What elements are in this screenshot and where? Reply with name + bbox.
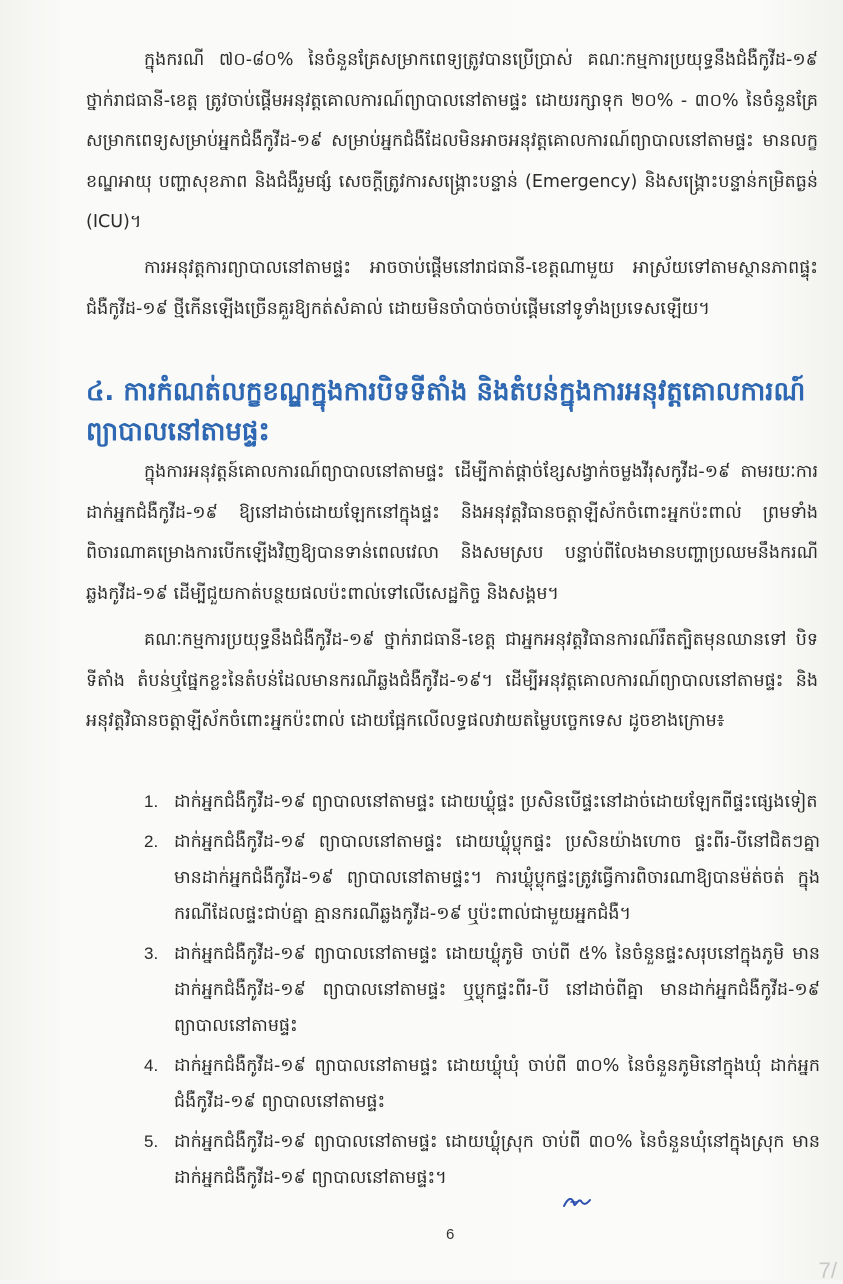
list-number: 3. [144,944,159,963]
list-item-text: ដាក់អ្នកជំងឺកូវីដ-១៩ ព្យាបាលនៅតាមផ្ទះ ដោយឃ្លុំស្រុក ចាប់ពី ៣០% នៃចំនួនឃុំនៅក្នុងស្រុក មានដាក់អ្នកជំងឺកូវីដ-១៩ ព្យាបាលនៅតាមផ្ទះ។ [174,1132,820,1188]
paragraph-implementation-scope: ការអនុវត្តការព្យាបាលនៅតាមផ្ទះ អាចចាប់ផ្តើមនៅរាជធានី-ខេត្តណាមួយ អាស្រ័យទៅតាមស្ថានភាពផ្ទុះជំងឺកូវីដ-១៩ ថ្មីកើនឡើងច្រើនគួរឱ្យកត់សំគាល់ ដោយមិនចាំបាច់ចាប់ផ្តើមនៅទូទាំងប្រទេសឡើយ។ [86,258,818,319]
list-number: 1. [144,792,159,811]
section-number: ៤. [86,377,115,407]
paragraph-committee-measures: គណៈកម្មការប្រយុទ្ធនឹងជំងឺកូវីដ-១៩ ថ្នាក់រាជធានី-ខេត្ត ជាអ្នកអនុវត្តវិធានការណ៍រឹតត្បិតមុនឈានទៅ បិទទីតាំង តំបន់ឬផ្នែកខ្លះនៃតំបន់ដែលមានករណីឆ្លងជំងឺកូវីដ-១៩។ ដើម្បីអនុវត្តគោលការណ៍ព្យាបាលនៅតាមផ្ទះ និងអនុវត្តវិធានចត្តាឡីស័កចំពោះអ្នកប៉ះពាល់ ដោយផ្អែកលើលទ្ធផលវាយតម្លៃបច្ចេកទេស ដូចខាងក្រោម៖ [86,630,818,731]
list-number: 2. [144,832,159,851]
list-item [144,824,820,932]
list-item [144,936,820,1044]
page-number: 6 [446,1226,455,1243]
list-item [144,1048,820,1120]
paragraph-home-treatment-purpose: ក្នុងការអនុវត្តន៍គោលការណ៍ព្យាបាលនៅតាមផ្ទះ ដើម្បីកាត់ផ្តាច់ខ្សែសង្វាក់ចម្លងវីរុសកូវីដ-១៩ តាមរយៈការដាក់អ្នកជំងឺកូវីដ-១៩ ឱ្យនៅដាច់ដោយឡែកនៅក្នុងផ្ទះ និងអនុវត្តវិធានចត្តាឡីស័កចំពោះអ្នកប៉ះពាល់ ព្រមទាំងពិចារណាគម្រោងការបើកឡើងវិញឱ្យបានទាន់ពេលវេលា និងសមស្រប បន្ទាប់ពីលែងមានបញ្ហាប្រឈមនឹងករណីឆ្លងកូវីដ-១៩ ដើម្បីជួយកាត់បន្ថយផលប៉ះពាល់ទៅលើសេដ្ឋកិច្ច និងសង្គម។ [86,462,818,604]
section-title: ការកំណត់លក្ខខណ្ឌក្នុងការបិទទីតាំង និងតំបន់ក្នុងការអនុវត្តគោលការណ៍ព្យាបាលនៅតាមផ្ទះ [86,377,806,447]
list-number: 4. [144,1056,159,1075]
section-heading [86,372,826,452]
corner-mark: 7/ [818,1258,837,1283]
list-item [144,784,820,820]
lockdown-criteria-list [144,784,820,1200]
handwritten-initial-icon [562,1192,592,1212]
list-item-text: ដាក់អ្នកជំងឺកូវីដ-១៩ ព្យាបាលនៅតាមផ្ទះ ដោយឃ្លុំភូមិ ចាប់ពី ៥% នៃចំនួនផ្ទះសរុបនៅក្នុងភូមិ មានដាក់អ្នកជំងឺកូវីដ-១៩ ព្យាបាលនៅតាមផ្ទះ ឬប្លុកផ្ទះពីរ-បី នៅដាច់ពីគ្នា មានដាក់អ្នកជំងឺកូវីដ-១៩ ព្យាបាលនៅតាមផ្ទះ [174,944,820,1036]
list-item-text: ដាក់អ្នកជំងឺកូវីដ-១៩ ព្យាបាលនៅតាមផ្ទះ ដោយឃ្លុំប្លុកផ្ទះ ប្រសិនយ៉ាងហោច ផ្ទះពីរ-បីនៅជិតៗគ្នា មានដាក់អ្នកជំងឺកូវីដ-១៩ ព្យាបាលនៅតាមផ្ទះ។ ការឃ្លុំប្លុកផ្ទះត្រូវធ្វើការពិចារណាឱ្យបានម៉ត់ចត់ ក្នុងករណីដែលផ្ទះជាប់គ្នា គ្មានករណីឆ្លងកូវីដ-១៩ ឬប៉ះពាល់ជាមួយអ្នកជំងឺ។ [174,832,820,924]
paragraph-bed-capacity: ក្នុងករណី ៧០-៨០% នៃចំនួនគ្រែសម្រាកពេទ្យត្រូវបានប្រើប្រាស់ គណៈកម្មការប្រយុទ្ធនឹងជំងឺកូវីដ-១៩ ថ្នាក់រាជធានី-ខេត្ត ត្រូវចាប់ផ្តើមអនុវត្តគោលការណ៍ព្យាបាលនៅតាមផ្ទះ ដោយរក្សាទុក ២០% - ៣០% នៃចំនួនគ្រែសម្រាកពេទ្យសម្រាប់អ្នកជំងឺកូវីដ-១៩ សម្រាប់អ្នកជំងឺដែលមិនអាចអនុវត្តគោលការណ៍ព្យាបាលនៅតាមផ្ទះ មានលក្ខខណ្ឌអាយុ បញ្ហាសុខភាព និងជំងឺរួមផ្សំ សេចក្តីត្រូវការសង្គ្រោះបន្ទាន់ (Emergency) និងសង្គ្រោះបន្ទាន់កម្រិតធ្ងន់ (ICU)។ [86,50,818,232]
list-number: 5. [144,1132,159,1151]
list-item [144,1124,820,1196]
list-item-text: ដាក់អ្នកជំងឺកូវីដ-១៩ ព្យាបាលនៅតាមផ្ទះ ដោយឃ្លុំឃុំ ចាប់ពី ៣០% នៃចំនួនភូមិនៅក្នុងឃុំ ដាក់អ្នកជំងឺកូវីដ-១៩ ព្យាបាលនៅតាមផ្ទះ [174,1056,820,1112]
list-item-text: ដាក់អ្នកជំងឺកូវីដ-១៩ ព្យាបាលនៅតាមផ្ទះ ដោយឃ្លុំផ្ទះ ប្រសិនបើផ្ទះនៅដាច់ដោយឡែកពីផ្ទះផ្សេងទៀត [174,792,818,812]
